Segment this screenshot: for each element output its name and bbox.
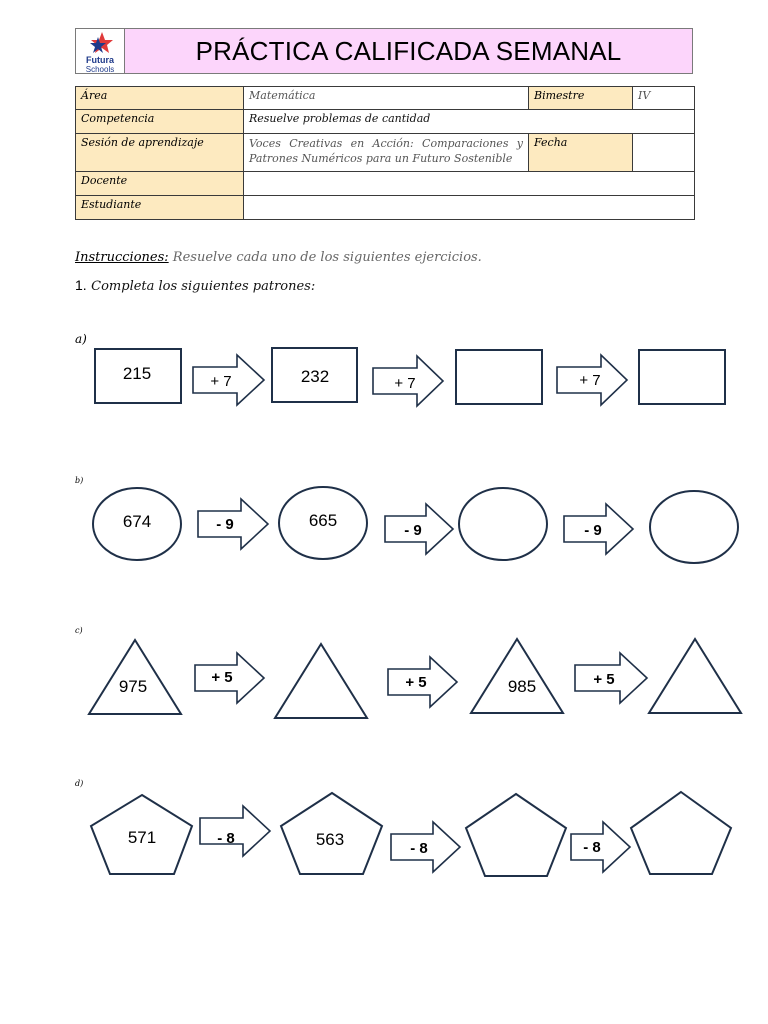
pattern-c: [89, 639, 741, 718]
value-a2: 232: [300, 367, 330, 386]
op-c3: + 5: [593, 671, 615, 688]
op-b2: - 9: [404, 522, 422, 539]
op-d1: - 8: [217, 830, 235, 847]
competencia-value: Resuelve problemas de cantidad: [244, 110, 695, 134]
pattern-d: [91, 792, 731, 876]
value-c1: 975: [118, 677, 148, 696]
value-d1: 571: [127, 828, 157, 847]
competencia-label: Competencia: [76, 110, 244, 134]
op-c2: + 5: [405, 674, 427, 691]
arrow-d1-icon: [200, 806, 270, 856]
question-text: Completa los siguientes patrones:: [91, 279, 316, 294]
sesion-label: Sesión de aprendizaje: [76, 134, 244, 172]
page-title: PRÁCTICA CALIFICADA SEMANAL: [124, 29, 692, 73]
area-value: Matemática: [244, 87, 529, 110]
pattern-b-label: b): [75, 476, 84, 485]
value-b2: 665: [308, 511, 338, 530]
svg-text:Schools: Schools: [85, 65, 115, 73]
sesion-value: Voces Creativas en Acción: Comparaciones y Patrones Numéricos para un Futuro Sostenible: [244, 134, 529, 172]
value-b1: 674: [122, 512, 152, 531]
oval-b3[interactable]: [459, 488, 547, 560]
op-c1: + 5: [211, 669, 233, 686]
svg-text:Futura: Futura: [86, 55, 114, 65]
pattern-c-label: c): [75, 626, 83, 635]
value-d2: 563: [315, 830, 345, 849]
bimestre-label: Bimestre: [529, 87, 633, 110]
instructions-label: Instrucciones:: [75, 250, 169, 265]
triangle-c4[interactable]: [649, 639, 741, 713]
op-b3: - 9: [584, 522, 602, 539]
op-a3: + 7: [579, 372, 601, 389]
question-number: 1.: [75, 277, 87, 293]
op-a2: + 7: [394, 375, 416, 392]
box-a3[interactable]: [456, 350, 542, 404]
instructions-text: Resuelve cada uno de los siguientes ejercicios.: [168, 250, 482, 265]
op-a1: + 7: [210, 373, 232, 390]
area-label: Área: [76, 87, 244, 110]
op-b1: - 9: [216, 516, 234, 533]
fecha-label: Fecha: [529, 134, 633, 172]
docente-label: Docente: [76, 172, 244, 196]
oval-b4[interactable]: [650, 491, 738, 563]
pattern-a-label: a): [75, 332, 87, 346]
pattern-d-label: d): [75, 779, 84, 788]
value-a1: 215: [122, 364, 152, 383]
estudiante-label: Estudiante: [76, 196, 244, 220]
op-d3: - 8: [583, 839, 601, 856]
triangle-c2[interactable]: [275, 644, 367, 718]
op-d2: - 8: [410, 840, 428, 857]
bimestre-value: IV: [633, 87, 695, 110]
triangle-c3: [471, 639, 563, 713]
box-a4[interactable]: [639, 350, 725, 404]
pentagon-d4[interactable]: [631, 792, 731, 874]
value-c3: 985: [507, 677, 537, 696]
pattern-b: [93, 487, 738, 563]
pentagon-d3[interactable]: [466, 794, 566, 876]
pattern-a: [95, 348, 725, 406]
